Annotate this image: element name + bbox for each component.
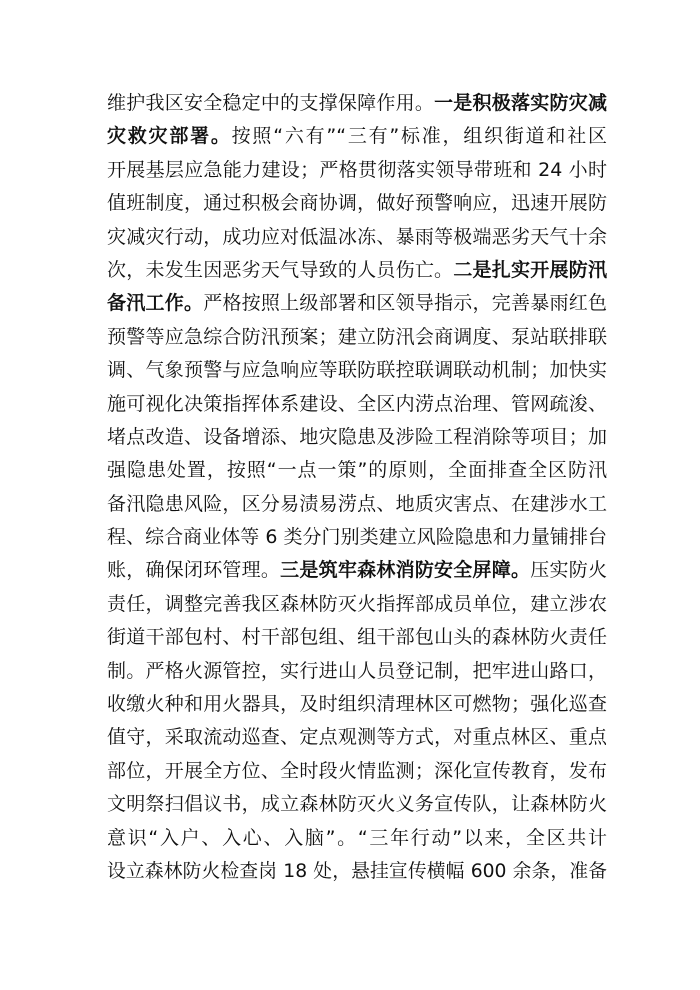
text-line: [107, 154, 607, 187]
text-line: [107, 655, 607, 688]
text-line: [107, 388, 607, 421]
text-line: [107, 621, 607, 654]
body-text-run: 强隐患处置，按照“一点一策”的原则，全面排查全区防汛: [107, 459, 607, 482]
body-text-run: 灾减灾行动，成功应对低温冰冻、暴雨等极端恶劣天气十余: [107, 225, 607, 248]
bold-heading-phrase: 一是积极落实防灾减: [434, 92, 607, 114]
text-line: [107, 287, 607, 320]
body-text-run: 街道干部包村、村干部包组、组干部包山头的森林防火责任: [107, 626, 607, 649]
body-text-run: 次，未发生因恶劣天气导致的人员伤亡。: [107, 258, 454, 281]
body-text-run: 严格按照上级部署和区领导指示，完善暴雨红色: [203, 292, 607, 315]
text-line: [107, 187, 607, 220]
text-line: [107, 454, 607, 487]
body-text-run: 按照“六有”“三有”标准，组织街道和社区: [231, 125, 607, 148]
body-text-run: 文明祭扫倡议书，成立森林防灭火义务宣传队，让森林防火: [107, 793, 607, 816]
bold-heading-phrase: 三是筑牢森林消防安全屏障。: [280, 559, 531, 582]
body-text-run: 程、综合商业体等 6 类分门别类建立风险隐患和力量铺排台: [107, 526, 607, 549]
bold-heading-phrase: 二是扎实开展防汛: [453, 258, 607, 281]
body-text-run: 设立森林防火检查岗 18 处，悬挂宣传横幅 600 余条，准备: [107, 860, 607, 882]
body-text-run: 账，确保闭环管理。: [107, 559, 281, 582]
text-line: [107, 721, 607, 754]
body-text-run: 预警等应急综合防汛预案；建立防汛会商调度、泵站联排联: [107, 325, 607, 348]
body-text-run: 调、气象预警与应急响应等联防联控联调联动机制；加快实: [107, 359, 607, 382]
body-text-run: 开展基层应急能力建设；严格贯彻落实领导带班和 24 小时: [107, 158, 607, 181]
text-line: [107, 421, 607, 454]
body-text-run: 施可视化决策指挥体系建设、全区内涝点治理、管网疏浚、: [107, 392, 607, 415]
text-line: [107, 354, 607, 387]
text-line: [107, 87, 607, 120]
text-line: [107, 788, 607, 821]
body-text-run: 值守，采取流动巡查、定点观测等方式，对重点林区、重点: [107, 726, 607, 749]
text-line: [107, 488, 607, 521]
text-line: [107, 822, 607, 855]
text-line: [107, 521, 607, 554]
body-text-run: 堵点改造、设备增添、地灾隐患及涉险工程消除等项目；加: [107, 425, 607, 448]
bold-heading-phrase: 灾救灾部署。: [107, 125, 232, 148]
text-line: [107, 120, 607, 153]
body-text-run: 值班制度，通过积极会商协调，做好预警响应，迅速开展防: [107, 192, 607, 215]
body-text-run: 制。严格火源管控，实行进山人员登记制，把牢进山路口，: [107, 659, 607, 682]
body-text-run: 意识“入户、入心、入脑”。“三年行动”以来，全区共计: [107, 826, 607, 849]
text-line: [107, 855, 607, 888]
body-text: [107, 87, 607, 888]
body-text-run: 备汛隐患风险，区分易渍易涝点、地质灾害点、在建涉水工: [107, 492, 607, 515]
body-text-run: 收缴火种和用火器具，及时组织清理林区可燃物；强化巡查: [107, 693, 607, 716]
text-line: [107, 755, 607, 788]
text-line: [107, 688, 607, 721]
body-text-run: 维护我区安全稳定中的支撑保障作用。: [107, 92, 435, 114]
text-line: [107, 321, 607, 354]
bold-heading-phrase: 备汛工作。: [107, 292, 204, 315]
text-line: [107, 554, 607, 587]
text-line: [107, 221, 607, 254]
body-text-run: 部位，开展全方位、全时段火情监测；深化宣传教育，发布: [107, 759, 607, 782]
text-line: [107, 588, 607, 621]
body-text-run: 压实防火: [530, 559, 607, 582]
body-text-run: 责任，调整完善我区森林防灭火指挥部成员单位，建立涉农: [107, 592, 607, 615]
text-line: [107, 254, 607, 287]
